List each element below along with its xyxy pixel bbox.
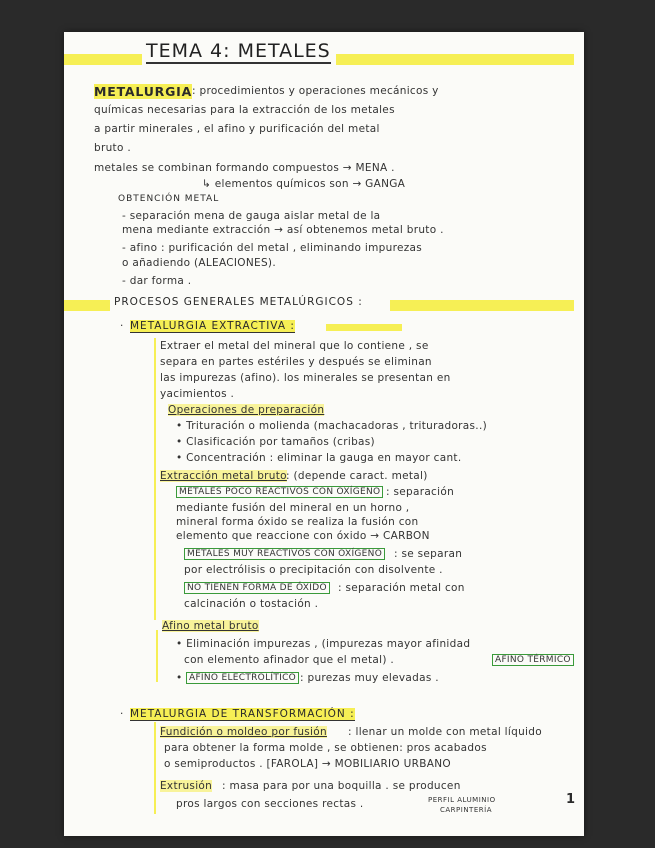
definition-line-1: : procedimientos y operaciones mecánicos y: [192, 85, 439, 97]
extractiva-heading: METALURGIA EXTRACTIVA :: [130, 320, 295, 332]
extractiva-intro-4: yacimientos .: [160, 388, 235, 400]
extrusion-text-1: : masa para por una boquilla . se producen: [222, 780, 461, 792]
title-highlight-left: [64, 54, 142, 65]
transformacion-heading: METALURGIA DE TRANSFORMACIÓN :: [130, 708, 355, 720]
muy-text-1: : se separan: [394, 548, 463, 560]
poco-text-1: : separación: [386, 486, 455, 498]
fundicion-text-3: o semiproductos . [FAROLA] → MOBILIARIO URBANO: [164, 758, 451, 770]
mena-line: metales se combinan formando compuestos → MENA .: [94, 162, 395, 174]
muy-reactivos-box: METALES MUY REACTIVOS CON OXÍGENO: [184, 548, 385, 560]
definition-line-3: a partir minerales , el afino y purificación del metal: [94, 123, 380, 135]
no-oxido-box: NO TIENEN FORMA DE ÓXIDO: [184, 582, 330, 594]
extractiva-margin-line: [154, 338, 156, 620]
afino-termico-box: AFINO TÉRMICO: [492, 654, 574, 666]
no-text-2: calcinación o tostación .: [184, 598, 319, 610]
fundicion-text-1: : llenar un molde con metal líquido: [348, 726, 542, 738]
extractiva-intro-2: separa en partes estériles y después se eliminan: [160, 356, 432, 368]
poco-text-4: elemento que reaccione con óxido → CARBON: [176, 530, 430, 542]
procesos-highlight-left: [64, 300, 110, 311]
obtencion-heading: OBTENCIÓN METAL: [118, 194, 220, 204]
page-number: 1: [566, 792, 576, 807]
prep-heading: Operaciones de preparación: [168, 404, 325, 416]
afino-heading: Afino metal bruto: [162, 620, 259, 632]
extrusion-note-2: CARPINTERÍA: [440, 806, 492, 814]
fundicion-text-2: para obtener la forma molde , se obtienen: pros acabados: [164, 742, 487, 754]
title-highlight-right: [336, 54, 574, 65]
procesos-heading: PROCESOS GENERALES METALÚRGICOS :: [114, 296, 363, 308]
poco-text-2: mediante fusión del mineral en un horno ,: [176, 502, 410, 514]
prep-item-3: • Concentración : eliminar la gauga en mayor cant.: [176, 452, 462, 464]
definition-line-2: químicas necesarias para la extracción de los metales: [94, 104, 395, 116]
ganga-line: ↳ elementos químicos son → GANGA: [202, 178, 406, 190]
obtencion-item-5: - dar forma .: [122, 275, 192, 287]
procesos-highlight-right: [390, 300, 574, 311]
obtencion-item-1: - separación mena de gauga aislar metal de la: [122, 210, 381, 222]
afino-electrolitico-box: AFINO ELECTROLÍTICO: [186, 672, 299, 684]
page-title: TEMA 4: METALES: [146, 40, 331, 62]
prep-item-1: • Trituración o molienda (machacadoras , trituradoras..): [176, 420, 487, 432]
obtencion-item-4: o añadiendo (ALEACIONES).: [122, 257, 276, 269]
extrusion-heading: Extrusión: [160, 780, 213, 792]
extrusion-text-2: pros largos con secciones rectas .: [176, 798, 364, 810]
extractiva-bullet: ·: [120, 320, 124, 332]
fundicion-heading: Fundición o moldeo por fusión: [160, 726, 327, 738]
afino-item-1: • Eliminación impurezas , (impurezas mayor afinidad: [176, 638, 471, 650]
no-text-1: : separación metal con: [338, 582, 465, 594]
definition-line-4: bruto .: [94, 142, 131, 154]
extrusion-note-1: PERFIL ALUMINIO: [428, 796, 496, 804]
poco-text-3: mineral forma óxido se realiza la fusión con: [176, 516, 419, 528]
afino-electro-text: : purezas muy elevadas .: [300, 672, 439, 684]
bruto-heading: Extracción metal bruto: [160, 470, 287, 482]
afino-margin-line: [156, 630, 158, 682]
extractiva-intro-3: las impurezas (afino). los minerales se presentan en: [160, 372, 451, 384]
bruto-note: : (depende caract. metal): [286, 470, 428, 482]
metalurgia-heading: METALURGIA: [94, 84, 193, 99]
extractiva-intro-1: Extraer el metal del mineral que lo contiene , se: [160, 340, 429, 352]
afino-item-2: con elemento afinador que el metal) .: [184, 654, 394, 666]
obtencion-item-3: - afino : purificación del metal , eliminando impurezas: [122, 242, 423, 254]
prep-item-2: • Clasificación por tamaños (cribas): [176, 436, 375, 448]
obtencion-item-2: mena mediante extracción → así obtenemos metal bruto .: [122, 224, 444, 236]
transformacion-bullet: ·: [120, 708, 124, 720]
afino-electro-bullet: •: [176, 672, 183, 684]
notebook-page: [64, 32, 584, 836]
extractiva-highlight-tail: [326, 324, 402, 331]
poco-reactivos-box: METALES POCO REACTIVOS CON OXÍGENO: [176, 486, 383, 498]
muy-text-2: por electrólisis o precipitación con disolvente .: [184, 564, 443, 576]
transformacion-margin-line: [154, 722, 156, 814]
